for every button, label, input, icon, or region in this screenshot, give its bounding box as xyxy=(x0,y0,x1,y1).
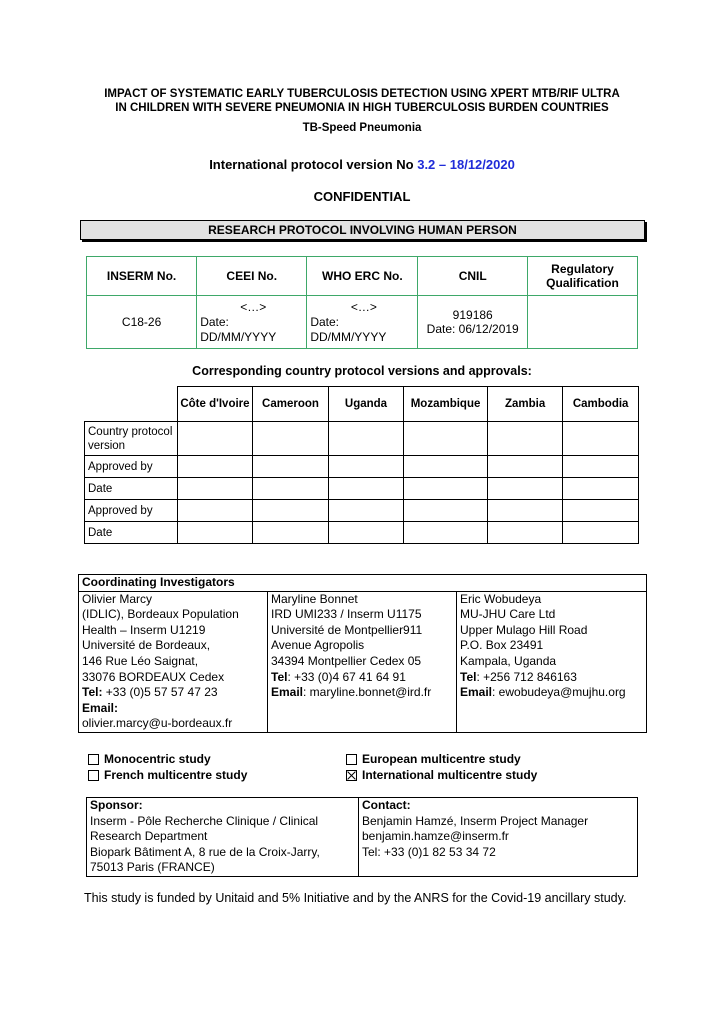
contact-heading: Contact: xyxy=(362,798,411,812)
inv2-line: 34394 Montpellier Cedex 05 xyxy=(271,653,422,668)
sponsor-heading: Sponsor: xyxy=(90,798,143,812)
inv2-line: Maryline Bonnet xyxy=(271,591,358,606)
investigator-2 xyxy=(268,591,457,732)
inv1-line: (IDLIC), Bordeaux Population xyxy=(82,607,239,622)
inv3-line: Upper Mulago Hill Road xyxy=(460,622,588,637)
funding-statement: This study is funded by Unitaid and 5% Initiative and by the ANRS for the Covid-19 ancillary study. xyxy=(84,891,627,905)
corner-cell xyxy=(85,387,178,422)
row-label-approved-by-2: Approved by xyxy=(85,500,178,522)
inv3-line: Kampala, Uganda xyxy=(460,653,557,668)
header-zambia: Zambia xyxy=(487,387,562,422)
european-multicentre-checkbox[interactable] xyxy=(346,754,357,765)
cnil-number: 919186 xyxy=(452,308,493,322)
international-multicentre-option[interactable] xyxy=(346,768,537,784)
inv2-line: Université de Montpellier911 xyxy=(271,622,423,637)
cnil-cell xyxy=(418,296,528,349)
header-inserm: INSERM No. xyxy=(87,257,197,296)
inv1-line: Université de Bordeaux, xyxy=(82,638,211,653)
french-multicentre-option[interactable] xyxy=(88,768,247,784)
protocol-version-number: 3.2 – 18/12/2020 xyxy=(417,157,515,172)
who-erc-cell xyxy=(307,296,418,349)
inv1-line: Health – Inserm U1219 xyxy=(82,622,206,637)
inv1-email-label: Email: xyxy=(82,700,119,715)
regulatory-table xyxy=(86,256,638,349)
confidential-label: CONFIDENTIAL xyxy=(313,189,411,204)
european-multicentre-label: European multicentre study xyxy=(362,752,521,766)
ceei-number: <…> xyxy=(240,299,267,314)
investigators-table xyxy=(78,574,647,733)
sponsor-cell xyxy=(87,798,359,877)
sponsor-line: Research Department xyxy=(90,829,208,844)
who-erc-date-label: Date: xyxy=(310,314,339,329)
international-multicentre-label: International multicentre study xyxy=(362,767,538,782)
header-ceei: CEEI No. xyxy=(197,257,307,296)
row-label-date: Date xyxy=(85,478,178,500)
ceei-cell xyxy=(197,296,307,349)
title-line-2: IN CHILDREN WITH SEVERE PNEUMONIA IN HIGH TUBERCULOSIS BURDEN COUNTRIES xyxy=(115,102,609,114)
inv2-line: IRD UMI233 / Inserm U1175 xyxy=(271,607,422,622)
international-multicentre-checkbox-checked[interactable] xyxy=(346,770,357,781)
header-regulatory-qualification: Regulatory Qualification xyxy=(528,257,638,296)
inv1-line: Olivier Marcy xyxy=(82,591,153,606)
row-label-approved-by: Approved by xyxy=(85,456,178,478)
short-title: TB-Speed Pneumonia xyxy=(302,122,422,134)
contact-cell xyxy=(359,798,638,877)
inv3-tel: Tel: +256 712 846163 xyxy=(460,669,577,684)
inv3-email: Email: ewobudeya@mujhu.org xyxy=(460,685,626,700)
french-multicentre-label: French multicentre study xyxy=(104,767,248,782)
investigators-heading: Coordinating Investigators xyxy=(79,575,647,592)
ceei-date-label: Date: xyxy=(200,314,229,329)
inv3-line: P.O. Box 23491 xyxy=(460,638,544,653)
cnil-date: Date: 06/12/2019 xyxy=(426,322,519,336)
who-erc-date: DD/MM/YYYY xyxy=(310,329,387,344)
inv1-tel: Tel: +33 (0)5 57 57 47 23 xyxy=(82,685,218,700)
country-versions-heading: Corresponding country protocol versions and approvals: xyxy=(192,364,532,378)
ceei-date: DD/MM/YYYY xyxy=(200,329,277,344)
row-label-country-protocol-version: Country protocol version xyxy=(85,422,178,456)
inv2-tel: Tel: +33 (0)4 67 41 64 91 xyxy=(271,669,406,684)
inserm-number: C18-26 xyxy=(87,296,197,349)
study-type-left xyxy=(88,752,247,783)
header-cameroon: Cameroon xyxy=(253,387,329,422)
inv2-email: Email: maryline.bonnet@ird.fr xyxy=(271,685,432,700)
inv1-line: 33076 BORDEAUX Cedex xyxy=(82,669,225,684)
study-type-right xyxy=(346,752,537,783)
sponsor-line: Inserm - Pôle Recherche Clinique / Clinical xyxy=(90,813,319,828)
contact-line: Tel: +33 (0)1 82 53 34 72 xyxy=(362,844,496,859)
contact-line: benjamin.hamze@inserm.fr xyxy=(362,829,509,844)
sponsor-contact-table xyxy=(86,797,638,877)
inv3-line: Eric Wobudeya xyxy=(460,591,542,606)
protocol-version-prefix: International protocol version No xyxy=(209,157,418,172)
inv2-line: Avenue Agropolis xyxy=(271,638,365,653)
header-cote-divoire: Côte d'Ivoire xyxy=(177,387,252,422)
title-line-1: IMPACT OF SYSTEMATIC EARLY TUBERCULOSIS DETECTION USING XPERT MTB/RIF ULTRA xyxy=(104,88,620,100)
investigator-1 xyxy=(79,591,268,732)
header-mozambique: Mozambique xyxy=(404,387,488,422)
sponsor-line: Biopark Bâtiment A, 8 rue de la Croix-Jarry, xyxy=(90,844,320,859)
french-multicentre-checkbox[interactable] xyxy=(88,770,99,781)
contact-line: Benjamin Hamzé, Inserm Project Manager xyxy=(362,813,589,828)
sponsor-line: 75013 Paris (FRANCE) xyxy=(90,860,215,875)
inv1-email: olivier.marcy@u-bordeaux.fr xyxy=(82,716,233,731)
study-title xyxy=(60,87,664,115)
row-label-date-2: Date xyxy=(85,522,178,544)
inv3-line: MU-JHU Care Ltd xyxy=(460,607,556,622)
investigator-3 xyxy=(457,591,647,732)
european-multicentre-option[interactable] xyxy=(346,752,537,768)
inv1-line: 146 Rue Léo Saignat, xyxy=(82,653,199,668)
protocol-type-banner: RESEARCH PROTOCOL INVOLVING HUMAN PERSON xyxy=(80,220,645,240)
header-uganda: Uganda xyxy=(328,387,403,422)
monocentric-option[interactable] xyxy=(88,752,247,768)
monocentric-checkbox[interactable] xyxy=(88,754,99,765)
monocentric-label: Monocentric study xyxy=(104,752,211,766)
who-erc-number: <…> xyxy=(350,299,377,314)
protocol-version-line xyxy=(0,157,724,172)
header-who-erc: WHO ERC No. xyxy=(307,257,418,296)
header-cambodia: Cambodia xyxy=(563,387,639,422)
header-cnil: CNIL xyxy=(418,257,528,296)
regulatory-qualification-value xyxy=(528,296,638,349)
country-approvals-table xyxy=(84,386,639,544)
